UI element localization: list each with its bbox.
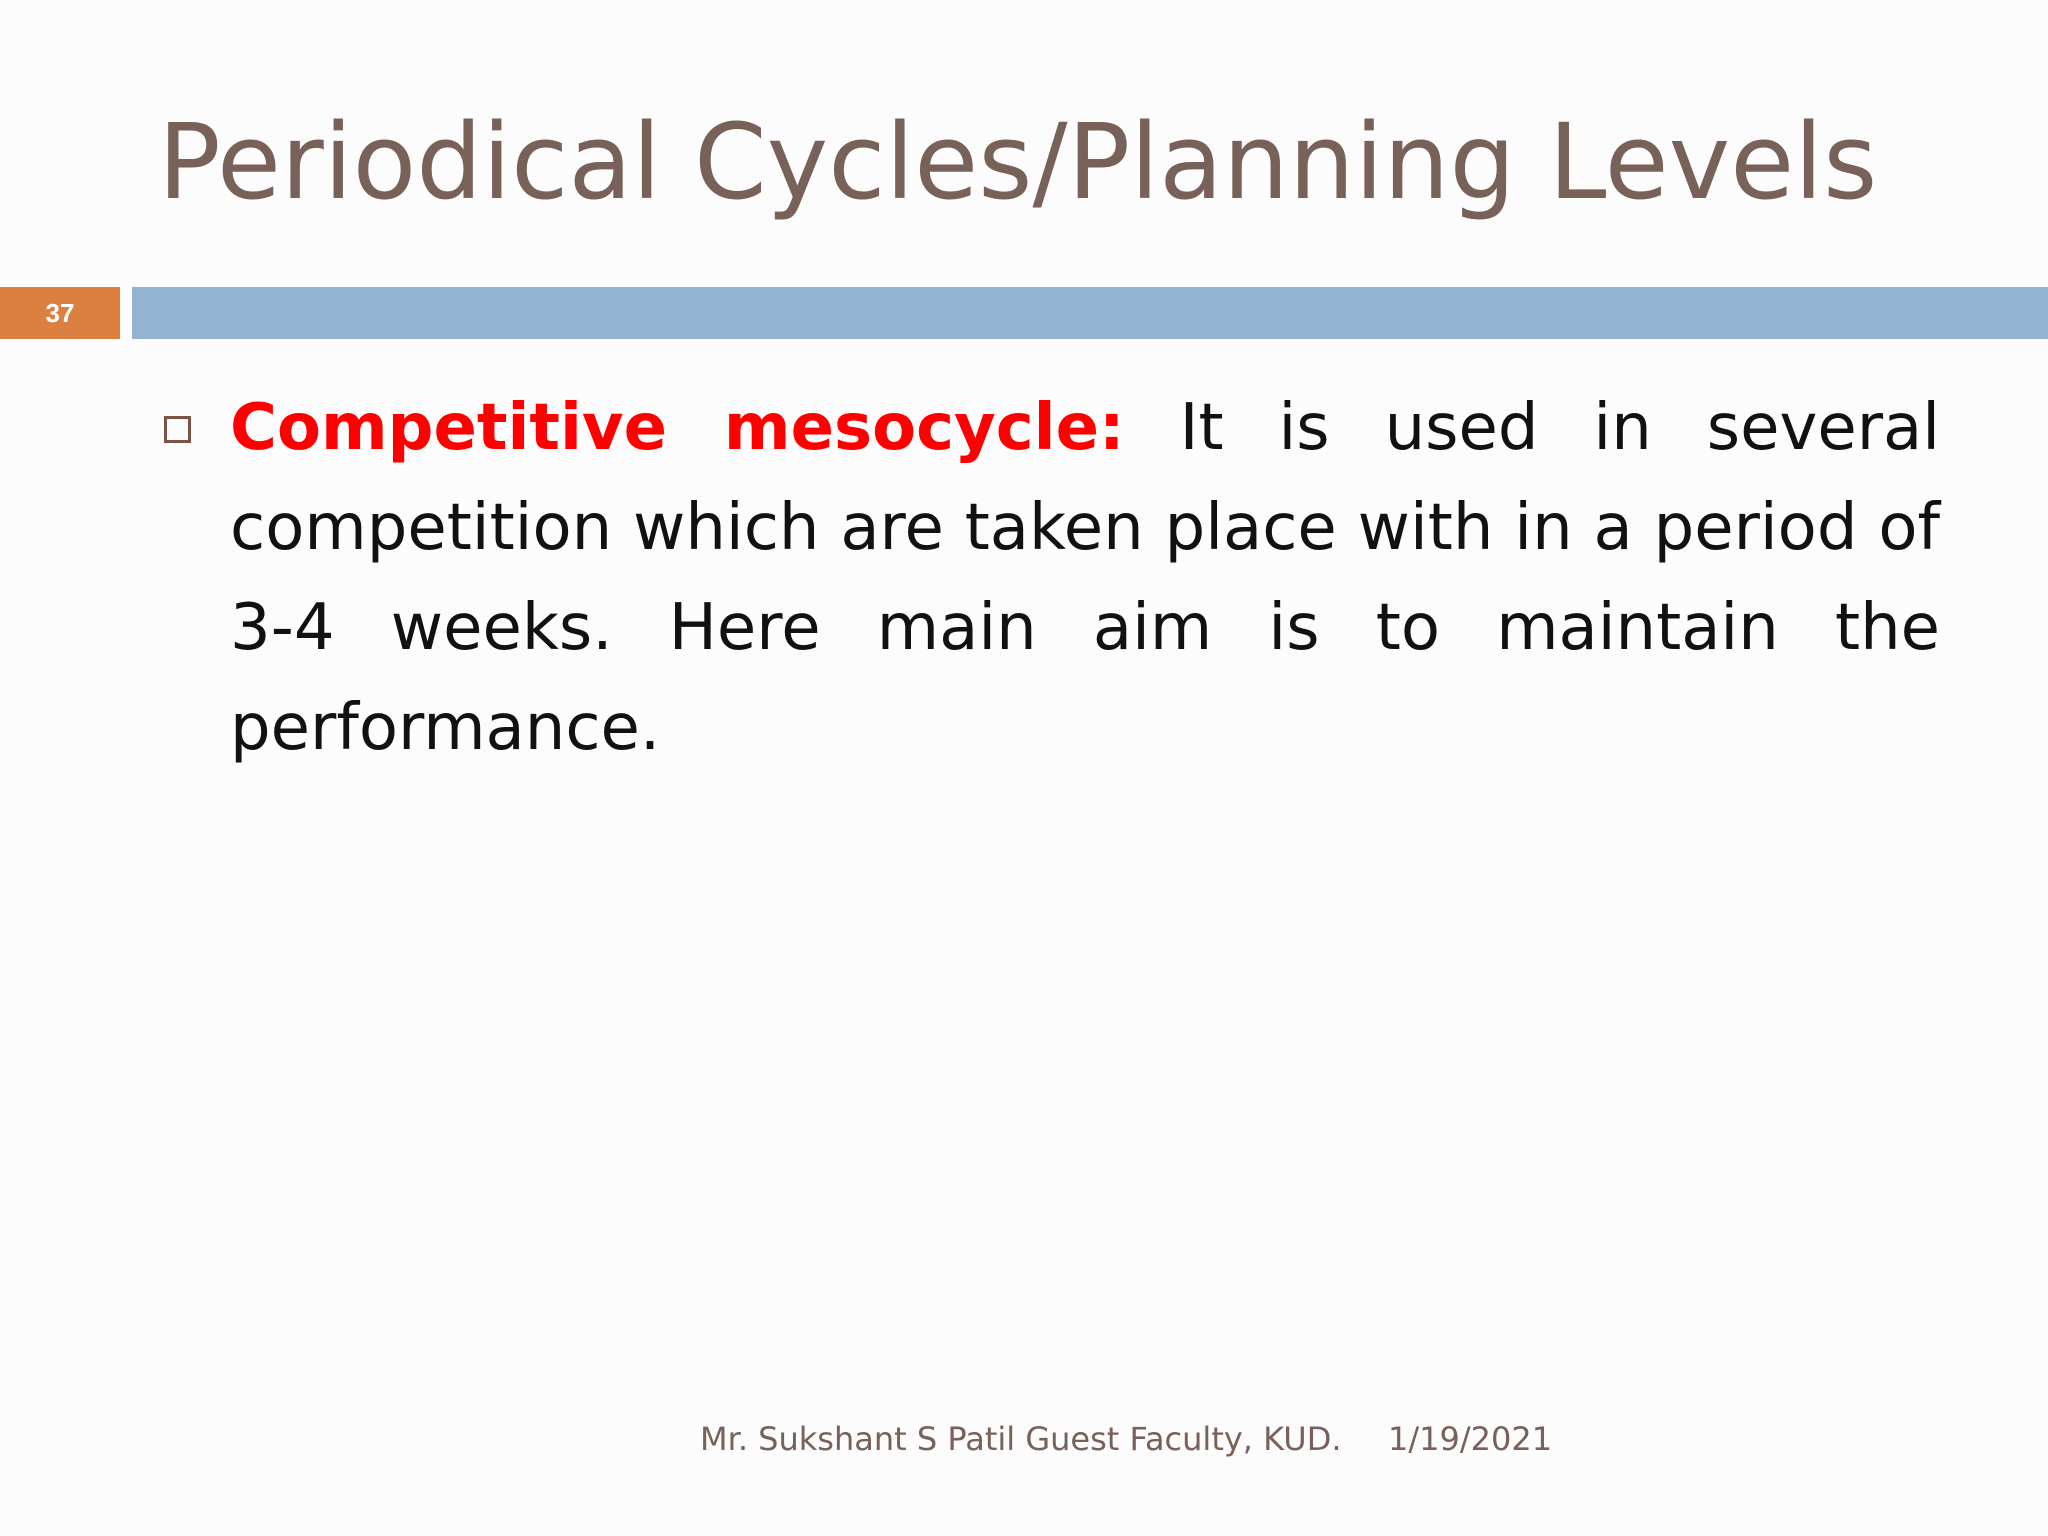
slide-number-badge [0,287,120,339]
footer-author: Mr. Sukshant S Patil Guest Faculty, KUD. [700,1420,1342,1458]
hollow-square-bullet-icon [164,416,191,443]
bullet-paragraph [230,378,1940,778]
slide-title: Periodical Cycles/Planning Levels [158,101,1878,223]
bullet-body: It is used in several competition which are taken place with in a period of 3-4 weeks. Here main aim is to maintain the performance. [230,391,1940,765]
footer-date: 1/19/2021 [1388,1420,1553,1458]
title-divider-bar [132,287,2048,339]
slide-number: 37 [45,297,75,328]
bullet-term: Competitive mesocycle: [230,391,1125,465]
